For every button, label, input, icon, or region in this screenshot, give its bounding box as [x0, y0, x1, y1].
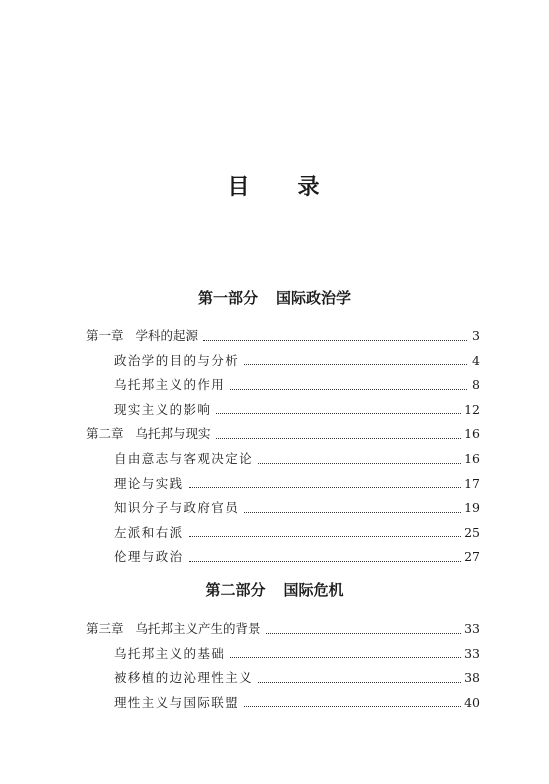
leader-dots	[189, 561, 462, 562]
leader-dots	[244, 364, 467, 365]
toc-entry-chapter-3[interactable]	[86, 611, 480, 636]
toc-entry-section[interactable]	[86, 636, 480, 661]
part-number: 第一部分	[197, 289, 258, 307]
toc-entry-chapter-2[interactable]	[86, 416, 480, 441]
toc-entry-section[interactable]	[86, 367, 480, 392]
page-number: 38	[464, 670, 480, 686]
chapter-number: 第三章	[86, 621, 124, 637]
leader-dots	[203, 340, 467, 341]
leader-dots	[244, 512, 461, 513]
leader-dots	[244, 706, 461, 707]
part-heading-2	[0, 579, 549, 600]
part-heading-1	[0, 287, 549, 308]
page-number: 33	[464, 621, 480, 637]
entry-title: 乌托邦主义的作用	[114, 377, 226, 393]
title-char-right: 录	[297, 175, 322, 200]
entry-title: 伦理与政治	[114, 549, 184, 565]
toc-entry-section[interactable]	[86, 441, 480, 466]
leader-dots	[216, 438, 462, 439]
leader-dots	[230, 657, 461, 658]
toc-entry-section[interactable]	[86, 343, 480, 368]
chapter-number: 第二章	[86, 426, 124, 442]
toc-part-2	[86, 611, 480, 709]
entry-title: 乌托邦与现实	[135, 426, 211, 442]
toc-entry-section[interactable]	[86, 490, 480, 515]
entry-title: 左派和右派	[114, 524, 184, 540]
leader-dots	[266, 633, 462, 634]
page-number: 12	[464, 401, 480, 417]
page-number: 16	[464, 426, 480, 442]
entry-title: 现实主义的影响	[114, 401, 212, 417]
toc-entry-section[interactable]	[86, 392, 480, 417]
entry-title: 政治学的目的与分析	[114, 352, 240, 368]
page-number: 3	[472, 328, 480, 344]
leader-dots	[230, 389, 467, 390]
toc-part-1	[86, 318, 480, 564]
leader-dots	[258, 463, 461, 464]
entry-title: 被移植的边沁理性主义	[114, 670, 254, 686]
entry-title: 乌托邦主义的基础	[114, 645, 226, 661]
toc-entry-chapter-1[interactable]	[86, 318, 480, 343]
entry-title: 理性主义与国际联盟	[114, 694, 240, 710]
entry-title: 乌托邦主义产生的背景	[135, 621, 261, 637]
entry-title: 理论与实践	[114, 475, 184, 491]
page-title	[0, 170, 549, 201]
part-number: 第二部分	[205, 581, 266, 599]
page-number: 27	[464, 549, 480, 565]
entry-title: 学科的起源	[135, 328, 199, 344]
part-name: 国际政治学	[276, 289, 352, 307]
toc-entry-section[interactable]	[86, 539, 480, 564]
page-number: 33	[464, 645, 480, 661]
toc-entry-section[interactable]	[86, 515, 480, 540]
part-name: 国际危机	[283, 581, 344, 599]
title-char-left: 目	[227, 175, 252, 200]
toc-entry-section[interactable]	[86, 466, 480, 491]
page-number: 40	[464, 694, 480, 710]
chapter-number: 第一章	[86, 328, 124, 344]
entry-title: 知识分子与政府官员	[114, 500, 240, 516]
toc-entry-section[interactable]	[86, 660, 480, 685]
leader-dots	[189, 536, 462, 537]
page-number: 8	[472, 377, 480, 393]
page-number: 16	[464, 451, 480, 467]
leader-dots	[189, 487, 462, 488]
page-number: 25	[464, 524, 480, 540]
toc-entry-section[interactable]	[86, 685, 480, 710]
page-number: 19	[464, 500, 480, 516]
entry-title: 自由意志与客观决定论	[114, 451, 254, 467]
page-number: 4	[472, 352, 480, 368]
leader-dots	[216, 413, 461, 414]
page-number: 17	[464, 475, 480, 491]
leader-dots	[258, 682, 461, 683]
